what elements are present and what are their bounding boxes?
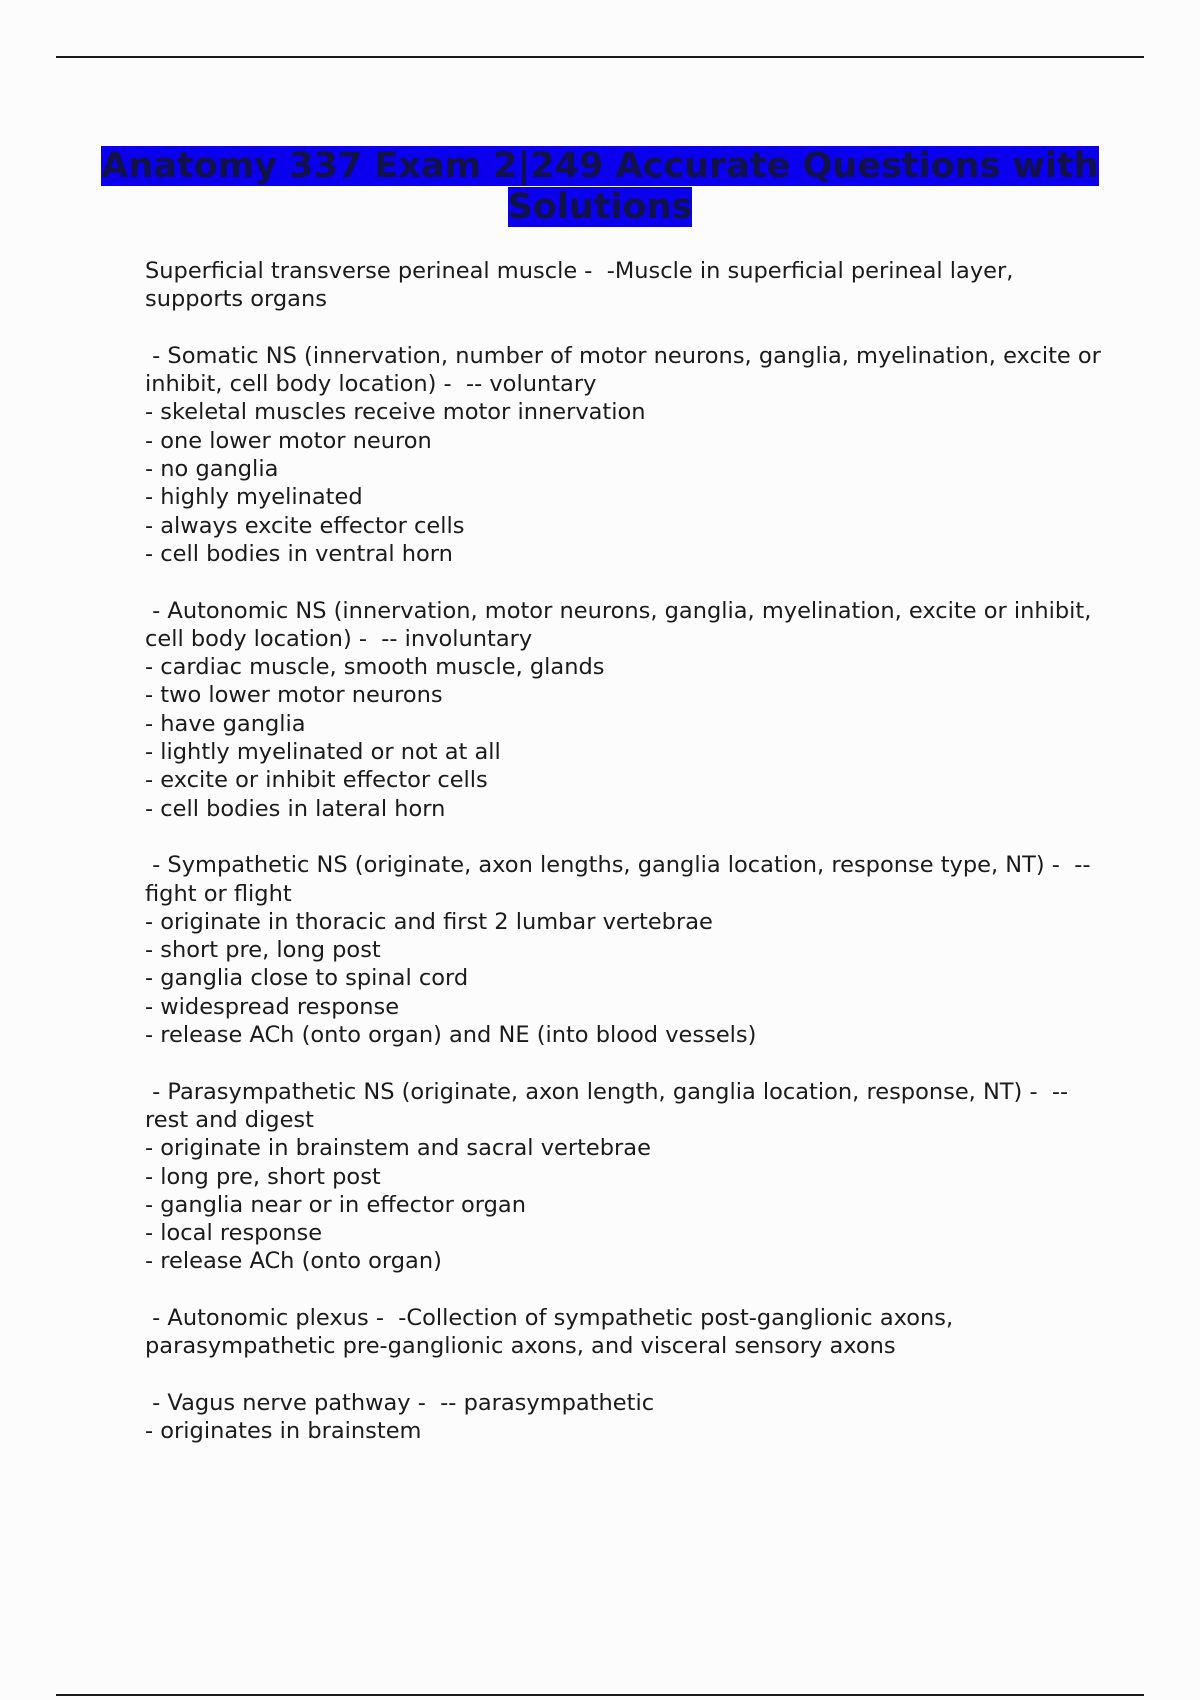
qa-answer-line: - release ACh (onto organ) bbox=[145, 1248, 442, 1275]
qa-answer-line: - cell bodies in lateral horn bbox=[145, 795, 446, 822]
qa-answer-line: - ganglia close to spinal cord bbox=[145, 965, 469, 992]
qa-answer-line: - short pre, long post bbox=[145, 937, 381, 964]
document-title: Anatomy 337 Exam 2|249 Accurate Questions with Solutions bbox=[101, 146, 1099, 227]
qa-answer-line: - originate in brainstem and sacral vertebrae bbox=[145, 1135, 651, 1162]
qa-entry bbox=[145, 851, 1105, 1049]
qa-question-line: - Autonomic plexus - -Collection of sympathetic post-ganglionic axons, parasympathetic pre-ganglionic axons, and visceral sensory axons bbox=[145, 1304, 961, 1360]
qa-answer-line: - lightly myelinated or not at all bbox=[145, 739, 501, 766]
qa-answer-line: - have ganglia bbox=[145, 710, 306, 737]
qa-entry bbox=[145, 1078, 1105, 1276]
title-block bbox=[100, 146, 1100, 228]
qa-entry bbox=[145, 342, 1109, 568]
qa-answer-line: - one lower motor neuron bbox=[145, 427, 432, 454]
qa-answer-line: - cardiac muscle, smooth muscle, glands bbox=[145, 654, 605, 681]
qa-answer-line: - two lower motor neurons bbox=[145, 682, 443, 709]
qa-answer-line: - widespread response bbox=[145, 993, 400, 1020]
qa-answer-line: - highly myelinated bbox=[145, 484, 363, 511]
qa-answer-line: - long pre, short post bbox=[145, 1163, 381, 1190]
qa-question-line: - Sympathetic NS (originate, axon lengths, ganglia location, response type, NT) - -- fight or flight bbox=[145, 852, 1098, 907]
footer-rule bbox=[56, 1694, 1144, 1696]
qa-question-line: - Autonomic NS (innervation, motor neurons, ganglia, myelination, excite or inhibit, cell body location) - -- involuntary bbox=[145, 597, 1099, 652]
qa-answer-line: - excite or inhibit effector cells bbox=[145, 767, 488, 794]
document-body bbox=[145, 257, 1109, 1445]
qa-answer-line: - originate in thoracic and first 2 lumbar vertebrae bbox=[145, 908, 713, 935]
qa-answer-line: - cell bodies in ventral horn bbox=[145, 540, 453, 567]
qa-answer-line: - local response bbox=[145, 1220, 323, 1247]
qa-question-line: - Somatic NS (innervation, number of motor neurons, ganglia, myelination, excite or inhibit, cell body location) - -- voluntary bbox=[145, 342, 1109, 398]
qa-question-line: - Vagus nerve pathway - -- parasympathetic bbox=[145, 1389, 655, 1416]
qa-answer-line: - always excite effector cells bbox=[145, 512, 465, 539]
qa-question-line: - Parasympathetic NS (originate, axon length, ganglia location, response, NT) - -- rest and digest bbox=[145, 1078, 1076, 1133]
qa-entry bbox=[145, 597, 1105, 823]
qa-answer-line: - release ACh (onto organ) and NE (into blood vessels) bbox=[145, 1022, 757, 1049]
qa-entry bbox=[145, 1389, 1105, 1446]
qa-answer-line: - ganglia near or in effector organ bbox=[145, 1191, 526, 1218]
qa-answer-line: - originates in brainstem bbox=[145, 1418, 422, 1445]
qa-answer-line: - skeletal muscles receive motor innervation bbox=[145, 399, 646, 426]
qa-entry bbox=[145, 1304, 1105, 1361]
header-rule bbox=[56, 56, 1144, 58]
qa-question-line: Superficial transverse perineal muscle - -Muscle in superficial perineal layer, supports organs bbox=[145, 258, 1021, 313]
qa-answer-line: - no ganglia bbox=[145, 456, 279, 483]
qa-entry bbox=[145, 257, 1105, 314]
